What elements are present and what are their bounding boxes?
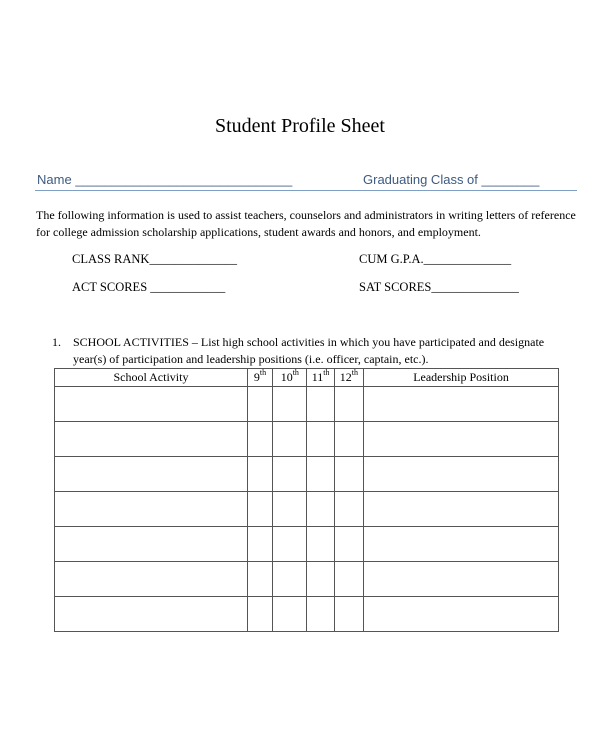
cell-grade-12[interactable]	[334, 422, 363, 457]
table-row	[55, 387, 559, 422]
cell-activity[interactable]	[55, 422, 248, 457]
cell-leadership[interactable]	[364, 422, 559, 457]
name-label: Name	[37, 172, 72, 187]
intro-line-2: for college admission scholarship applications, student awards and honors, and employment.	[36, 225, 481, 239]
cell-grade-9[interactable]	[247, 457, 272, 492]
cell-grade-11[interactable]	[307, 597, 334, 632]
section-instructions-line-1: SCHOOL ACTIVITIES – List high school activities in which you have participated and designate	[73, 335, 545, 349]
cell-grade-9[interactable]	[247, 597, 272, 632]
cell-activity[interactable]	[55, 457, 248, 492]
cell-activity[interactable]	[55, 562, 248, 597]
header-school-activity: School Activity	[55, 369, 248, 387]
table-row	[55, 457, 559, 492]
cell-grade-10[interactable]	[273, 562, 307, 597]
cell-grade-11[interactable]	[307, 492, 334, 527]
cell-grade-9[interactable]	[247, 492, 272, 527]
class-rank-field[interactable]: CLASS RANK______________	[72, 252, 237, 266]
cell-grade-9[interactable]	[247, 527, 272, 562]
header-grade-10: 10th	[273, 369, 307, 387]
cell-grade-10[interactable]	[273, 457, 307, 492]
cell-activity[interactable]	[55, 492, 248, 527]
cell-grade-9[interactable]	[247, 562, 272, 597]
header-grade-11: 11th	[307, 369, 334, 387]
table-header-row	[55, 369, 559, 387]
graduating-class-label: Graduating Class of	[363, 172, 478, 187]
table-row	[55, 562, 559, 597]
cell-leadership[interactable]	[364, 457, 559, 492]
cell-grade-12[interactable]	[334, 562, 363, 597]
cell-leadership[interactable]	[364, 597, 559, 632]
cell-grade-10[interactable]	[273, 492, 307, 527]
cell-grade-11[interactable]	[307, 527, 334, 562]
table-row	[55, 492, 559, 527]
cell-grade-11[interactable]	[307, 457, 334, 492]
header-leadership-position: Leadership Position	[364, 369, 559, 387]
cell-grade-10[interactable]	[273, 527, 307, 562]
cell-grade-12[interactable]	[334, 527, 363, 562]
intro-line-1: The following information is used to assist teachers, counselors and administrators in writing letters of reference	[36, 208, 576, 222]
graduating-class-field[interactable]	[363, 172, 539, 187]
cell-leadership[interactable]	[364, 387, 559, 422]
page-title: Student Profile Sheet	[215, 115, 385, 137]
cell-grade-10[interactable]	[273, 597, 307, 632]
cell-grade-11[interactable]	[307, 422, 334, 457]
cell-activity[interactable]	[55, 387, 248, 422]
cell-grade-12[interactable]	[334, 597, 363, 632]
cell-grade-11[interactable]	[307, 387, 334, 422]
cell-grade-9[interactable]	[247, 422, 272, 457]
cell-grade-9[interactable]	[247, 387, 272, 422]
name-blank: ______________________________	[75, 172, 293, 187]
header-grade-12: 12th	[334, 369, 363, 387]
name-field[interactable]	[37, 172, 292, 187]
section-number: 1.	[52, 335, 61, 349]
cell-grade-12[interactable]	[334, 492, 363, 527]
sat-scores-field[interactable]: SAT SCORES______________	[359, 280, 519, 294]
table-row	[55, 422, 559, 457]
section-instructions-line-2: year(s) of participation and leadership positions (i.e. officer, captain, etc.).	[73, 352, 429, 366]
table-row	[55, 597, 559, 632]
header-grade-9: 9th	[247, 369, 272, 387]
intro-paragraph	[36, 207, 581, 241]
activities-table-body	[55, 387, 559, 632]
cum-gpa-field[interactable]: CUM G.P.A.______________	[359, 252, 512, 266]
cell-grade-12[interactable]	[334, 387, 363, 422]
cell-activity[interactable]	[55, 597, 248, 632]
cell-leadership[interactable]	[364, 492, 559, 527]
cell-leadership[interactable]	[364, 562, 559, 597]
header-fields-row	[35, 170, 577, 191]
graduating-class-blank: ________	[481, 172, 540, 187]
cell-leadership[interactable]	[364, 527, 559, 562]
act-scores-field[interactable]: ACT SCORES ____________	[72, 280, 226, 294]
cell-grade-10[interactable]	[273, 422, 307, 457]
activities-table	[54, 368, 559, 632]
cell-grade-11[interactable]	[307, 562, 334, 597]
table-row	[55, 527, 559, 562]
cell-activity[interactable]	[55, 527, 248, 562]
cell-grade-10[interactable]	[273, 387, 307, 422]
cell-grade-12[interactable]	[334, 457, 363, 492]
